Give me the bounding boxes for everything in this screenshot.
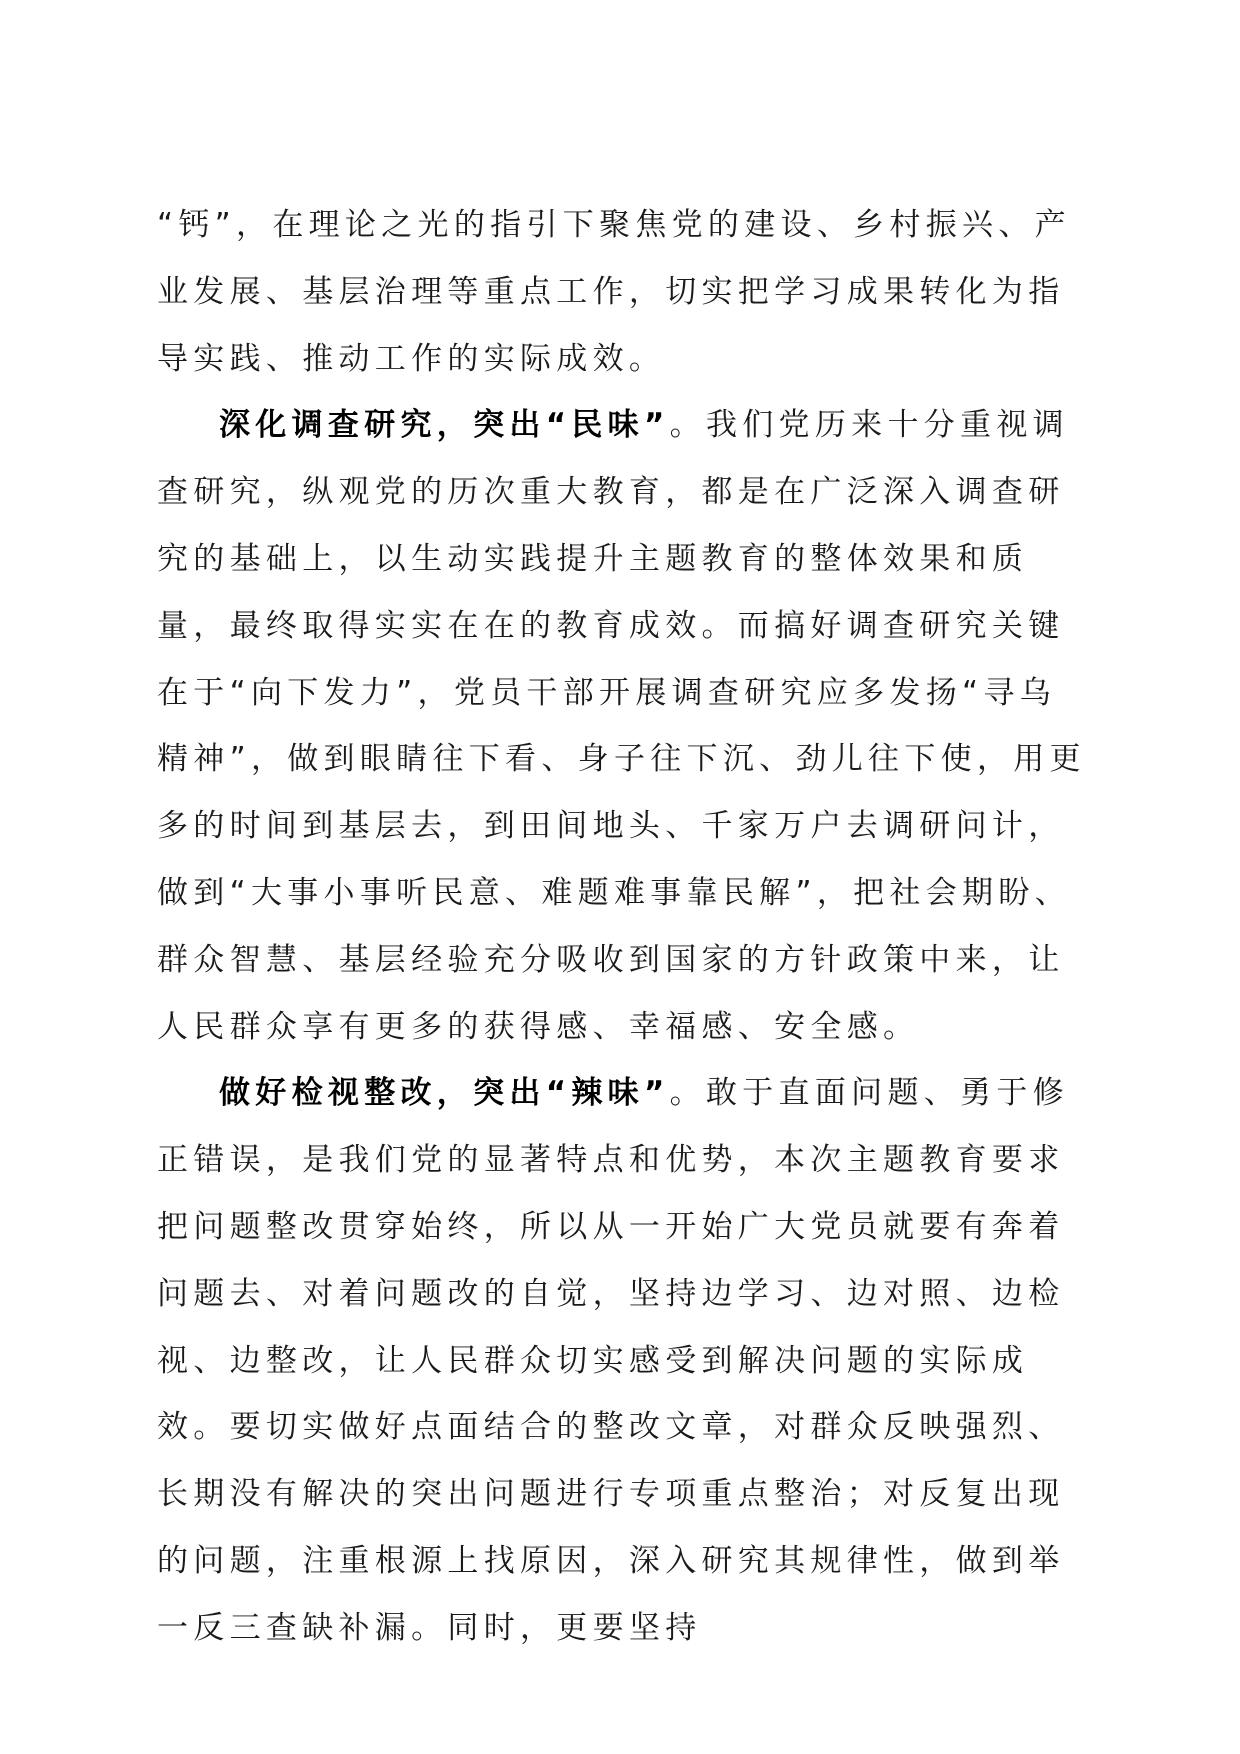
paragraph-lead-heading: 深化调查研究，突出“民味” — [219, 407, 670, 444]
document-body — [157, 192, 1087, 1662]
paragraph-continuation — [157, 192, 1087, 392]
paragraph-rectification — [157, 1060, 1087, 1661]
paragraph-text: “钙”，在理论之光的指引下聚焦党的建设、乡村振兴、产业发展、基层治理等重点工作，切实把学习成果转化为指导实践、推动工作的实际成效。 — [157, 207, 1071, 377]
paragraph-survey-research — [157, 392, 1087, 1060]
paragraph-text: 。敢于直面问题、勇于修正错误，是我们党的显著特点和优势，本次主题教育要求把问题整改贯穿始终，所以从一开始广大党员就要有奔着问题去、对着问题改的自觉，坚持边学习、边对照、边检视、边整改，让人民群众切实感受到解决问题的实际成效。要切实做好点面结合的整改文章，对群众反映强烈、长期没有解决的突出问题进行专项重点整治；对反复出现的问题，注重根源上找原因，深入研究其规律性，做到举一反三查缺补漏。同时，更要坚持 — [157, 1075, 1069, 1646]
paragraph-lead-heading: 做好检视整改，突出“辣味” — [219, 1075, 670, 1112]
paragraph-text: 。我们党历来十分重视调查研究，纵观党的历次重大教育，都是在广泛深入调查研究的基础上，以生动实践提升主题教育的整体效果和质量，最终取得实实在在的教育成效。而搞好调查研究关键在于“向下发力”，党员干部开展调查研究应多发扬“寻乌精神”，做到眼睛往下看、身子往下沉、劲儿往下使，用更多的时间到基层去，到田间地头、千家万户去调研问计，做到“大事小事听民意、难题难事靠民解”，把社会期盼、群众智慧、基层经验充分吸收到国家的方针政策中来，让人民群众享有更多的获得感、幸福感、安全感。 — [157, 407, 1086, 1045]
